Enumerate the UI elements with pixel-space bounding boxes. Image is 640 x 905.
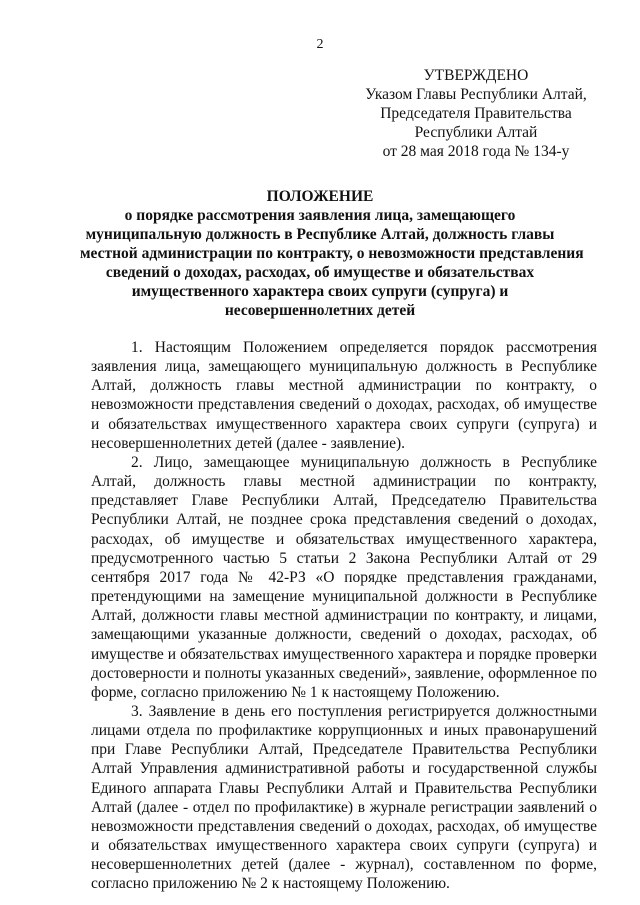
title-heading: ПОЛОЖЕНИЕ (266, 188, 374, 205)
title-line: имущественного характера своих супруги (супруга) и (131, 283, 509, 300)
paragraph-1: 1. Настоящим Положением определяется порядок рассмотрения заявления лица, замещающего муниципальную должность в Республике Алтай, должность главы местной администрации по контракту, о невозможности представления сведений о доходах, расходах, об имуществе и обязательствах имущественного характера своих супруги (супруга) и несовершеннолетних детей (далее - заявление). (91, 339, 597, 452)
title-line: местной администрации по контракту, о невозможности представления (80, 245, 584, 262)
approval-line: УТВЕРЖДЕНО (423, 67, 529, 84)
page-number: 2 (316, 37, 324, 52)
approval-line: Председателя Правительства (380, 105, 572, 122)
title-line: о порядке рассмотрения заявления лица, замещающего (124, 207, 516, 224)
title-line: несовершеннолетних детей (224, 302, 416, 319)
approval-line: от 28 мая 2018 года № 134-у (382, 143, 570, 160)
approval-line: Республики Алтай (414, 124, 538, 141)
paragraph-3: 3. Заявление в день его поступления регистрируется должностными лицами отдела по профилактике коррупционных и иных правонарушений при Главе Республики Алтай, Председателе Правительства Республики Алтай Управления административной работы и государственной службы Единого аппарата Главы Республики Алтай и Правительства Республики Алтай (далее - отдел по профилактике) в журнале регистрации заявлений о невозможности представления сведений о доходах, расходах, об имуществе и обязательствах имущественного характера своих супруги (супруга) и несовершеннолетних детей (далее - журнал), составленном по форме, согласно приложению № 2 к настоящему Положению. (91, 702, 597, 893)
paragraph-2: 2. Лицо, замещающее муниципальную должность в Республике Алтай, должность главы местной администрации по контракту, представляет Главе Республики Алтай, Председателю Правительства Республики Алтай, не позднее срока представления сведений о доходах, расходах, об имуществе и обязательствах имущественного характера, предусмотренного частью 5 статьи 2 Закона Республики Алтай от 29 сентября 2017 года № 42-РЗ «О порядке представления гражданами, претендующими на замещение муниципальной должности в Республике Алтай, должности главы местной администрации по контракту, и лицами, замещающими указанные должности, сведений о доходах, расходах, об имуществе и обязательствах имущественного характера и порядке проверки достоверности и полноты указанных сведений», заявление, оформленное по форме, согласно приложению № 1 к настоящему Положению. (91, 453, 597, 701)
title-line: сведений о доходах, расходах, об имуществе и обязательствах (105, 264, 535, 281)
document-title (80, 187, 584, 320)
title-subtitle (80, 206, 584, 320)
title-line: муниципальную должность в Республике Алтай, должность главы (85, 226, 555, 243)
approval-line: Указом Главы Республики Алтай, (365, 86, 587, 103)
document-body (91, 338, 597, 894)
approval-stamp (352, 66, 600, 161)
